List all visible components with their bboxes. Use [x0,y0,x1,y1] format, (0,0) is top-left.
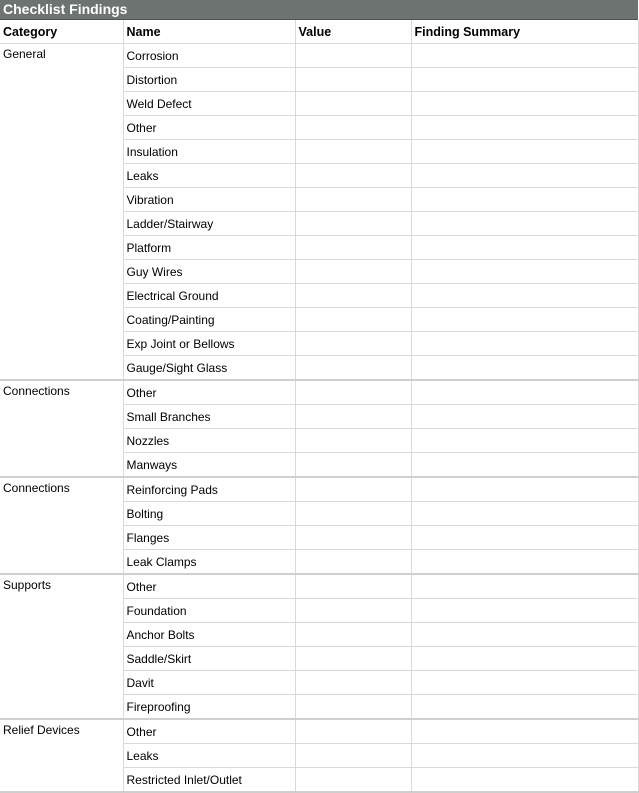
name-cell: Saddle/Skirt [123,647,295,671]
value-cell [295,92,411,116]
finding-summary-cell [411,477,638,502]
value-cell [295,623,411,647]
finding-summary-cell [411,453,638,478]
value-cell [295,671,411,695]
value-cell [295,550,411,575]
name-cell: Manways [123,453,295,478]
value-cell [295,429,411,453]
table-row [0,719,638,744]
name-cell: Gauge/Sight Glass [123,356,295,381]
name-cell: Flanges [123,526,295,550]
category-cell: Relief Devices [0,719,123,792]
name-cell: Other [123,719,295,744]
finding-summary-cell [411,550,638,575]
finding-summary-cell [411,429,638,453]
name-cell: Anchor Bolts [123,623,295,647]
value-cell [295,599,411,623]
value-cell [295,236,411,260]
value-cell [295,284,411,308]
header-category: Category [0,20,123,44]
value-cell [295,768,411,793]
table-row [0,574,638,599]
finding-summary-cell [411,188,638,212]
finding-summary-cell [411,92,638,116]
finding-summary-cell [411,116,638,140]
name-cell: Coating/Painting [123,308,295,332]
value-cell [295,695,411,720]
finding-summary-cell [411,332,638,356]
name-cell: Other [123,574,295,599]
name-cell: Fireproofing [123,695,295,720]
value-cell [295,164,411,188]
finding-summary-cell [411,647,638,671]
name-cell: Leaks [123,744,295,768]
name-cell: Leak Clamps [123,550,295,575]
header-row [0,20,638,44]
name-cell: Davit [123,671,295,695]
category-cell: Connections [0,477,123,574]
name-cell: Guy Wires [123,260,295,284]
name-cell: Ladder/Stairway [123,212,295,236]
finding-summary-cell [411,695,638,720]
findings-body [0,44,638,793]
value-cell [295,188,411,212]
finding-summary-cell [411,526,638,550]
name-cell: Corrosion [123,44,295,68]
name-cell: Weld Defect [123,92,295,116]
report-title: Checklist Findings [0,0,638,20]
value-cell [295,744,411,768]
finding-summary-cell [411,284,638,308]
value-cell [295,405,411,429]
finding-summary-cell [411,260,638,284]
finding-summary-cell [411,68,638,92]
finding-summary-cell [411,164,638,188]
value-cell [295,453,411,478]
value-cell [295,308,411,332]
header-finding-summary: Finding Summary [411,20,638,44]
finding-summary-cell [411,671,638,695]
finding-summary-cell [411,744,638,768]
value-cell [295,502,411,526]
finding-summary-cell [411,719,638,744]
findings-table [0,20,639,793]
value-cell [295,260,411,284]
header-name: Name [123,20,295,44]
name-cell: Distortion [123,68,295,92]
table-row [0,477,638,502]
finding-summary-cell [411,44,638,68]
finding-summary-cell [411,623,638,647]
value-cell [295,212,411,236]
name-cell: Foundation [123,599,295,623]
value-cell [295,574,411,599]
name-cell: Platform [123,236,295,260]
value-cell [295,477,411,502]
table-row [0,44,638,68]
value-cell [295,332,411,356]
name-cell: Restricted Inlet/Outlet [123,768,295,793]
finding-summary-cell [411,502,638,526]
category-cell: Supports [0,574,123,719]
finding-summary-cell [411,212,638,236]
finding-summary-cell [411,768,638,793]
name-cell: Small Branches [123,405,295,429]
finding-summary-cell [411,140,638,164]
name-cell: Nozzles [123,429,295,453]
table-row [0,380,638,405]
value-cell [295,116,411,140]
value-cell [295,647,411,671]
header-value: Value [295,20,411,44]
name-cell: Leaks [123,164,295,188]
finding-summary-cell [411,356,638,381]
category-cell: Connections [0,380,123,477]
value-cell [295,380,411,405]
value-cell [295,356,411,381]
name-cell: Other [123,116,295,140]
name-cell: Vibration [123,188,295,212]
name-cell: Other [123,380,295,405]
value-cell [295,44,411,68]
value-cell [295,526,411,550]
name-cell: Reinforcing Pads [123,477,295,502]
finding-summary-cell [411,599,638,623]
value-cell [295,140,411,164]
finding-summary-cell [411,380,638,405]
value-cell [295,719,411,744]
finding-summary-cell [411,574,638,599]
finding-summary-cell [411,308,638,332]
name-cell: Exp Joint or Bellows [123,332,295,356]
name-cell: Electrical Ground [123,284,295,308]
name-cell: Bolting [123,502,295,526]
finding-summary-cell [411,236,638,260]
finding-summary-cell [411,405,638,429]
value-cell [295,68,411,92]
category-cell: General [0,44,123,381]
name-cell: Insulation [123,140,295,164]
